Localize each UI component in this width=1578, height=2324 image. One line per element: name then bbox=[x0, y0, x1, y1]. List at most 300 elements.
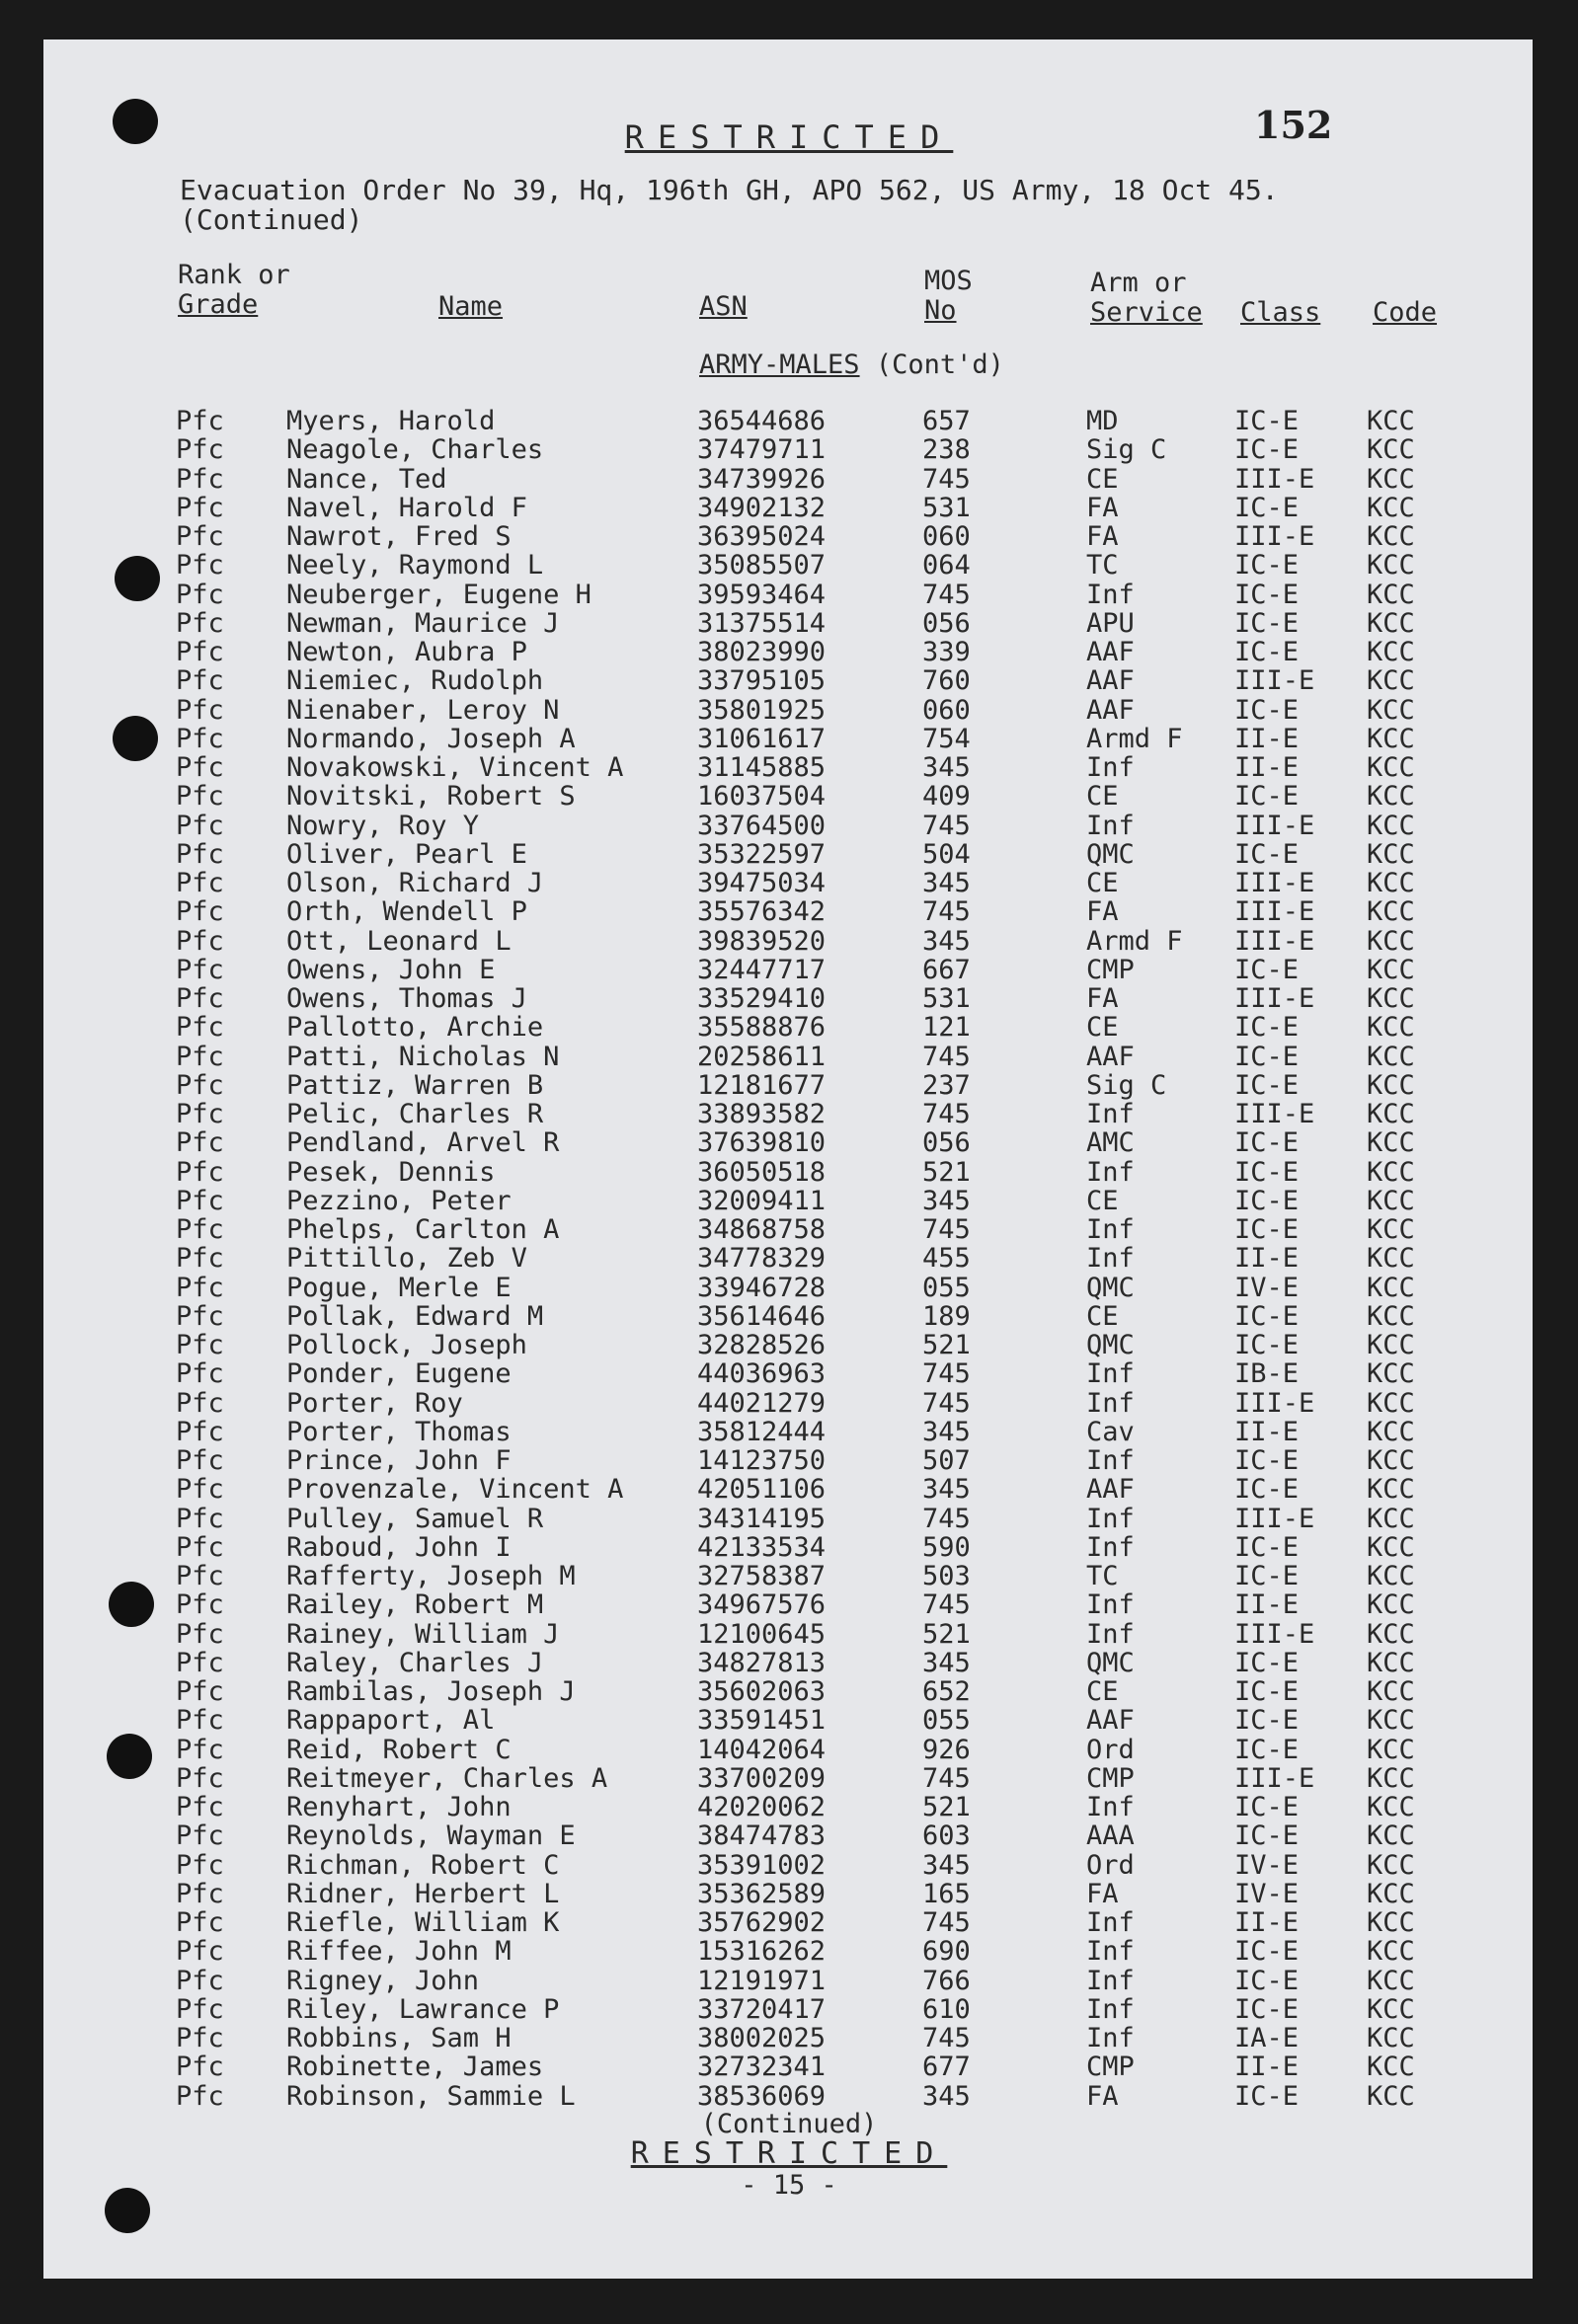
table-row bbox=[0, 551, 1578, 580]
cell-arm: CE bbox=[1086, 781, 1119, 813]
cell-code: KCC bbox=[1367, 1387, 1415, 1419]
cell-rank: Pfc bbox=[176, 1330, 224, 1360]
cell-arm: FA bbox=[1086, 983, 1119, 1014]
cell-rank: Pfc bbox=[176, 2080, 224, 2112]
table-row bbox=[0, 1418, 1578, 1446]
cell-name: Porter, Thomas bbox=[286, 1416, 512, 1447]
cell-class: IC-E bbox=[1234, 1127, 1300, 1159]
cell-arm: FA bbox=[1086, 492, 1119, 523]
cell-arm: AAF bbox=[1086, 637, 1135, 667]
cell-class: IC-E bbox=[1234, 637, 1300, 667]
table-row bbox=[0, 2082, 1578, 2111]
cell-name: Prince, John F bbox=[286, 1445, 512, 1476]
cell-code: KCC bbox=[1367, 1618, 1415, 1650]
table-row bbox=[0, 1100, 1578, 1128]
cell-name: Pulley, Samuel R bbox=[286, 1503, 544, 1534]
cell-arm: Cav bbox=[1086, 1416, 1135, 1447]
table-row bbox=[0, 1244, 1578, 1273]
cell-code: KCC bbox=[1367, 1965, 1415, 1996]
cell-mos: 056 bbox=[922, 1127, 971, 1159]
cell-asn: 38002025 bbox=[697, 2023, 827, 2053]
cell-rank: Pfc bbox=[176, 723, 224, 754]
cell-rank: Pfc bbox=[176, 694, 224, 726]
cell-rank: Pfc bbox=[176, 1156, 224, 1188]
cell-arm: AAF bbox=[1086, 665, 1135, 697]
cell-mos: 345 bbox=[922, 752, 971, 783]
table-row bbox=[0, 1880, 1578, 1908]
table-row bbox=[0, 1215, 1578, 1244]
cell-rank: Pfc bbox=[176, 1474, 224, 1506]
cell-code: KCC bbox=[1367, 1907, 1415, 1938]
cell-class: IC-E bbox=[1234, 1041, 1300, 1072]
table-row bbox=[0, 1620, 1578, 1649]
cell-arm: Sig C bbox=[1086, 434, 1167, 466]
cell-code: KCC bbox=[1367, 579, 1415, 610]
cell-rank: Pfc bbox=[176, 406, 224, 436]
cell-asn: 35322597 bbox=[697, 838, 827, 870]
cell-class: III-E bbox=[1234, 665, 1315, 697]
cell-arm: QMC bbox=[1086, 1647, 1135, 1678]
cell-class: II-E bbox=[1234, 1416, 1300, 1447]
cell-arm: Inf bbox=[1086, 1099, 1135, 1129]
cell-class: IV-E bbox=[1234, 1878, 1300, 1909]
cell-name: Novitski, Robert S bbox=[286, 781, 576, 813]
cell-arm: Inf bbox=[1086, 810, 1135, 841]
cell-name: Patti, Nicholas N bbox=[286, 1041, 560, 1072]
cell-rank: Pfc bbox=[176, 1185, 224, 1216]
cell-arm: AMC bbox=[1086, 1127, 1135, 1159]
cell-asn: 34868758 bbox=[697, 1214, 827, 1245]
cell-mos: 521 bbox=[922, 1156, 971, 1188]
cell-asn: 42133534 bbox=[697, 1531, 827, 1563]
table-row bbox=[0, 840, 1578, 869]
cell-arm: CE bbox=[1086, 1676, 1119, 1707]
cell-mos: 345 bbox=[922, 1647, 971, 1678]
cell-code: KCC bbox=[1367, 781, 1415, 813]
cell-asn: 16037504 bbox=[697, 781, 827, 813]
cell-code: KCC bbox=[1367, 1214, 1415, 1245]
cell-class: III-E bbox=[1234, 1503, 1315, 1534]
cell-name: Owens, John E bbox=[286, 954, 496, 985]
cell-code: KCC bbox=[1367, 1358, 1415, 1390]
table-row bbox=[0, 1013, 1578, 1042]
table-row bbox=[0, 435, 1578, 464]
table-row bbox=[0, 1389, 1578, 1418]
table-row bbox=[0, 1158, 1578, 1187]
table-row bbox=[0, 2024, 1578, 2053]
cell-mos: 345 bbox=[922, 1416, 971, 1447]
cell-code: KCC bbox=[1367, 1734, 1415, 1765]
cell-name: Raley, Charles J bbox=[286, 1647, 544, 1678]
cell-rank: Pfc bbox=[176, 781, 224, 813]
cell-code: KCC bbox=[1367, 1416, 1415, 1447]
cell-asn: 34827813 bbox=[697, 1647, 827, 1678]
cell-mos: 745 bbox=[922, 579, 971, 610]
column-header-arm bbox=[1090, 269, 1203, 328]
cell-class: IC-E bbox=[1234, 1705, 1300, 1737]
cell-asn: 39839520 bbox=[697, 925, 827, 957]
cell-code: KCC bbox=[1367, 954, 1415, 985]
cell-asn: 42020062 bbox=[697, 1792, 827, 1822]
cell-asn: 32732341 bbox=[697, 2052, 827, 2083]
cell-arm: Inf bbox=[1086, 1531, 1135, 1563]
cell-rank: Pfc bbox=[176, 1936, 224, 1968]
cell-class: III-E bbox=[1234, 896, 1315, 928]
cell-name: Olson, Richard J bbox=[286, 868, 544, 898]
cell-rank: Pfc bbox=[176, 1993, 224, 2025]
column-header-asn: ASN bbox=[699, 291, 748, 322]
cell-arm: CMP bbox=[1086, 2052, 1135, 2083]
cell-class: IC-E bbox=[1234, 2080, 1300, 2112]
cell-name: Rambilas, Joseph J bbox=[286, 1676, 576, 1707]
cell-name: Riley, Lawrance P bbox=[286, 1993, 560, 2025]
cell-asn: 38474783 bbox=[697, 1820, 827, 1852]
cell-rank: Pfc bbox=[176, 810, 224, 841]
cell-asn: 42051106 bbox=[697, 1474, 827, 1506]
cell-arm: Inf bbox=[1086, 1358, 1135, 1390]
table-row bbox=[0, 1562, 1578, 1590]
cell-name: Rafferty, Joseph M bbox=[286, 1561, 576, 1591]
cell-class: II-E bbox=[1234, 1243, 1300, 1275]
cell-name: Owens, Thomas J bbox=[286, 983, 527, 1014]
cell-arm: Inf bbox=[1086, 1445, 1135, 1476]
cell-asn: 15316262 bbox=[697, 1936, 827, 1968]
cell-code: KCC bbox=[1367, 1936, 1415, 1968]
column-header-class: Class bbox=[1240, 297, 1321, 328]
cell-rank: Pfc bbox=[176, 550, 224, 581]
cell-mos: 745 bbox=[922, 810, 971, 841]
cell-asn: 31145885 bbox=[697, 752, 827, 783]
cell-asn: 33893582 bbox=[697, 1099, 827, 1129]
table-row bbox=[0, 1128, 1578, 1157]
cell-name: Orth, Wendell P bbox=[286, 896, 527, 928]
cell-mos: 238 bbox=[922, 434, 971, 466]
cell-arm: AAF bbox=[1086, 1041, 1135, 1072]
cell-mos: 667 bbox=[922, 954, 971, 985]
cell-arm: Inf bbox=[1086, 2023, 1135, 2053]
cell-class: III-E bbox=[1234, 1762, 1315, 1794]
cell-arm: TC bbox=[1086, 550, 1119, 581]
cell-name: Ponder, Eugene bbox=[286, 1358, 512, 1390]
cell-code: KCC bbox=[1367, 925, 1415, 957]
cell-code: KCC bbox=[1367, 1849, 1415, 1881]
cell-mos: 745 bbox=[922, 1041, 971, 1072]
cell-class: IC-E bbox=[1234, 1965, 1300, 1996]
table-row bbox=[0, 1043, 1578, 1071]
table-row bbox=[0, 1505, 1578, 1533]
cell-code: KCC bbox=[1367, 2023, 1415, 2053]
cell-code: KCC bbox=[1367, 723, 1415, 754]
cell-name: Phelps, Carlton A bbox=[286, 1214, 560, 1245]
cell-code: KCC bbox=[1367, 1272, 1415, 1303]
cell-rank: Pfc bbox=[176, 838, 224, 870]
cell-rank: Pfc bbox=[176, 1618, 224, 1650]
table-row bbox=[0, 812, 1578, 840]
cell-code: KCC bbox=[1367, 1069, 1415, 1101]
roster-table bbox=[0, 407, 1578, 2111]
cell-arm: Inf bbox=[1086, 752, 1135, 783]
cell-arm: CE bbox=[1086, 463, 1119, 495]
column-header-rank bbox=[178, 261, 290, 320]
cell-asn: 35602063 bbox=[697, 1676, 827, 1707]
cell-rank: Pfc bbox=[176, 1561, 224, 1591]
column-header-rank-line2: Grade bbox=[178, 289, 259, 320]
table-row bbox=[0, 666, 1578, 695]
cell-asn: 37639810 bbox=[697, 1127, 827, 1159]
cell-class: III-E bbox=[1234, 925, 1315, 957]
table-row bbox=[0, 897, 1578, 926]
cell-class: IC-E bbox=[1234, 838, 1300, 870]
cell-asn: 35576342 bbox=[697, 896, 827, 928]
cell-code: KCC bbox=[1367, 1993, 1415, 2025]
table-row bbox=[0, 2053, 1578, 2081]
cell-name: Reid, Robert C bbox=[286, 1734, 512, 1765]
cell-name: Myers, Harold bbox=[286, 406, 496, 436]
cell-asn: 38536069 bbox=[697, 2080, 827, 2112]
cell-code: KCC bbox=[1367, 1561, 1415, 1591]
table-row bbox=[0, 984, 1578, 1013]
table-row bbox=[0, 1590, 1578, 1619]
table-row bbox=[0, 407, 1578, 435]
cell-name: Nowry, Roy Y bbox=[286, 810, 480, 841]
cell-mos: 455 bbox=[922, 1243, 971, 1275]
cell-code: KCC bbox=[1367, 983, 1415, 1014]
cell-code: KCC bbox=[1367, 1762, 1415, 1794]
cell-name: Neagole, Charles bbox=[286, 434, 544, 466]
cell-code: KCC bbox=[1367, 463, 1415, 495]
section-label-suffix: (Cont'd) bbox=[875, 349, 1004, 380]
cell-class: III-E bbox=[1234, 521, 1315, 552]
cell-code: KCC bbox=[1367, 1503, 1415, 1534]
cell-rank: Pfc bbox=[176, 1358, 224, 1390]
table-row bbox=[0, 1967, 1578, 1995]
table-row bbox=[0, 956, 1578, 984]
cell-asn: 37479711 bbox=[697, 434, 827, 466]
cell-mos: 745 bbox=[922, 1503, 971, 1534]
cell-rank: Pfc bbox=[176, 1589, 224, 1621]
cell-asn: 39593464 bbox=[697, 579, 827, 610]
cell-arm: QMC bbox=[1086, 838, 1135, 870]
cell-code: KCC bbox=[1367, 1792, 1415, 1822]
order-continued: (Continued) bbox=[180, 203, 363, 236]
cell-rank: Pfc bbox=[176, 463, 224, 495]
cell-mos: 677 bbox=[922, 2052, 971, 2083]
cell-class: IC-E bbox=[1234, 1474, 1300, 1506]
table-row bbox=[0, 869, 1578, 897]
cell-name: Riefle, William K bbox=[286, 1907, 560, 1938]
cell-mos: 690 bbox=[922, 1936, 971, 1968]
cell-name: Pendland, Arvel R bbox=[286, 1127, 560, 1159]
cell-arm: CE bbox=[1086, 1185, 1119, 1216]
cell-mos: 503 bbox=[922, 1561, 971, 1591]
cell-name: Pittillo, Zeb V bbox=[286, 1243, 527, 1275]
table-row bbox=[0, 581, 1578, 609]
cell-code: KCC bbox=[1367, 1243, 1415, 1275]
cell-asn: 32758387 bbox=[697, 1561, 827, 1591]
column-header-name: Name bbox=[438, 291, 504, 322]
cell-name: Pollock, Joseph bbox=[286, 1330, 527, 1360]
cell-arm: QMC bbox=[1086, 1330, 1135, 1360]
cell-code: KCC bbox=[1367, 1474, 1415, 1506]
cell-arm: Inf bbox=[1086, 1792, 1135, 1822]
cell-code: KCC bbox=[1367, 607, 1415, 639]
table-row bbox=[0, 1446, 1578, 1475]
cell-code: KCC bbox=[1367, 1041, 1415, 1072]
table-row bbox=[0, 465, 1578, 494]
cell-class: III-E bbox=[1234, 1099, 1315, 1129]
cell-mos: 055 bbox=[922, 1272, 971, 1303]
cell-mos: 745 bbox=[922, 1907, 971, 1938]
cell-arm: MD bbox=[1086, 406, 1119, 436]
cell-arm: Inf bbox=[1086, 1618, 1135, 1650]
cell-name: Renyhart, John bbox=[286, 1792, 512, 1822]
cell-asn: 34902132 bbox=[697, 492, 827, 523]
table-row bbox=[0, 1302, 1578, 1331]
cell-rank: Pfc bbox=[176, 2052, 224, 2083]
cell-mos: 610 bbox=[922, 1993, 971, 2025]
cell-name: Nienaber, Leroy N bbox=[286, 694, 560, 726]
cell-arm: AAF bbox=[1086, 1705, 1135, 1737]
cell-name: Rigney, John bbox=[286, 1965, 480, 1996]
page-footer-number: - 15 - bbox=[741, 2170, 837, 2201]
cell-arm: AAF bbox=[1086, 694, 1135, 726]
cell-asn: 34314195 bbox=[697, 1503, 827, 1534]
cell-mos: 064 bbox=[922, 550, 971, 581]
cell-rank: Pfc bbox=[176, 665, 224, 697]
cell-rank: Pfc bbox=[176, 1127, 224, 1159]
cell-arm: CE bbox=[1086, 1012, 1119, 1044]
cell-asn: 33946728 bbox=[697, 1272, 827, 1303]
cell-rank: Pfc bbox=[176, 1878, 224, 1909]
cell-asn: 38023990 bbox=[697, 637, 827, 667]
cell-name: Robbins, Sam H bbox=[286, 2023, 512, 2053]
cell-asn: 12181677 bbox=[697, 1069, 827, 1101]
cell-arm: Inf bbox=[1086, 1243, 1135, 1275]
cell-rank: Pfc bbox=[176, 1792, 224, 1822]
cell-asn: 14123750 bbox=[697, 1445, 827, 1476]
cell-name: Rainey, William J bbox=[286, 1618, 560, 1650]
cell-name: Richman, Robert C bbox=[286, 1849, 560, 1881]
cell-class: IV-E bbox=[1234, 1849, 1300, 1881]
cell-asn: 33795105 bbox=[697, 665, 827, 697]
cell-name: Niemiec, Rudolph bbox=[286, 665, 544, 697]
cell-asn: 32447717 bbox=[697, 954, 827, 985]
cell-mos: 056 bbox=[922, 607, 971, 639]
section-label bbox=[699, 349, 1004, 380]
cell-code: KCC bbox=[1367, 1012, 1415, 1044]
cell-asn: 33591451 bbox=[697, 1705, 827, 1737]
cell-class: IV-E bbox=[1234, 1272, 1300, 1303]
table-row bbox=[0, 1677, 1578, 1706]
table-row bbox=[0, 1851, 1578, 1880]
cell-class: IC-E bbox=[1234, 1734, 1300, 1765]
cell-class: IC-E bbox=[1234, 1012, 1300, 1044]
cell-rank: Pfc bbox=[176, 1214, 224, 1245]
cell-name: Pesek, Dennis bbox=[286, 1156, 496, 1188]
cell-name: Rappaport, Al bbox=[286, 1705, 496, 1737]
cell-asn: 35391002 bbox=[697, 1849, 827, 1881]
cell-class: IA-E bbox=[1234, 2023, 1300, 2053]
cell-name: Nance, Ted bbox=[286, 463, 447, 495]
cell-class: IC-E bbox=[1234, 1936, 1300, 1968]
cell-rank: Pfc bbox=[176, 1705, 224, 1737]
cell-code: KCC bbox=[1367, 1647, 1415, 1678]
cell-arm: Inf bbox=[1086, 1993, 1135, 2025]
cell-mos: 345 bbox=[922, 868, 971, 898]
cell-asn: 31375514 bbox=[697, 607, 827, 639]
cell-rank: Pfc bbox=[176, 1099, 224, 1129]
table-row bbox=[0, 1821, 1578, 1850]
cell-mos: 345 bbox=[922, 1849, 971, 1881]
cell-name: Oliver, Pearl E bbox=[286, 838, 527, 870]
cell-arm: FA bbox=[1086, 2080, 1119, 2112]
cell-class: IC-E bbox=[1234, 954, 1300, 985]
cell-mos: 339 bbox=[922, 637, 971, 667]
cell-class: II-E bbox=[1234, 1589, 1300, 1621]
cell-arm: Armd F bbox=[1086, 723, 1183, 754]
cell-code: KCC bbox=[1367, 2080, 1415, 2112]
page-number: 152 bbox=[1254, 103, 1333, 147]
cell-mos: 652 bbox=[922, 1676, 971, 1707]
cell-arm: Inf bbox=[1086, 1589, 1135, 1621]
cell-rank: Pfc bbox=[176, 2023, 224, 2053]
table-row bbox=[0, 782, 1578, 811]
cell-mos: 060 bbox=[922, 521, 971, 552]
column-header-rank-line1: Rank or bbox=[178, 260, 290, 290]
table-row bbox=[0, 696, 1578, 725]
column-header-mos-line1: MOS bbox=[924, 266, 973, 296]
cell-arm: AAA bbox=[1086, 1820, 1135, 1852]
cell-rank: Pfc bbox=[176, 1907, 224, 1938]
cell-class: IC-E bbox=[1234, 1561, 1300, 1591]
cell-arm: Inf bbox=[1086, 579, 1135, 610]
cell-asn: 33720417 bbox=[697, 1993, 827, 2025]
cell-class: IC-E bbox=[1234, 1531, 1300, 1563]
cell-rank: Pfc bbox=[176, 1965, 224, 1996]
cell-rank: Pfc bbox=[176, 1069, 224, 1101]
cell-arm: FA bbox=[1086, 896, 1119, 928]
cell-asn: 32828526 bbox=[697, 1330, 827, 1360]
cell-class: IC-E bbox=[1234, 579, 1300, 610]
cell-name: Porter, Roy bbox=[286, 1387, 463, 1419]
cell-asn: 31061617 bbox=[697, 723, 827, 754]
cell-code: KCC bbox=[1367, 752, 1415, 783]
cell-class: IC-E bbox=[1234, 607, 1300, 639]
cell-class: III-E bbox=[1234, 463, 1315, 495]
table-row bbox=[0, 927, 1578, 956]
table-row bbox=[0, 1533, 1578, 1562]
cell-name: Novakowski, Vincent A bbox=[286, 752, 624, 783]
cell-rank: Pfc bbox=[176, 1387, 224, 1419]
cell-name: Nawrot, Fred S bbox=[286, 521, 512, 552]
cell-code: KCC bbox=[1367, 406, 1415, 436]
restricted-title: RESTRICTED bbox=[624, 118, 954, 156]
cell-rank: Pfc bbox=[176, 1647, 224, 1678]
cell-mos: 521 bbox=[922, 1792, 971, 1822]
cell-rank: Pfc bbox=[176, 1012, 224, 1044]
cell-code: KCC bbox=[1367, 665, 1415, 697]
cell-mos: 345 bbox=[922, 2080, 971, 2112]
cell-rank: Pfc bbox=[176, 1762, 224, 1794]
cell-code: KCC bbox=[1367, 521, 1415, 552]
cell-arm: Sig C bbox=[1086, 1069, 1167, 1101]
cell-rank: Pfc bbox=[176, 925, 224, 957]
cell-rank: Pfc bbox=[176, 1243, 224, 1275]
cell-mos: 507 bbox=[922, 1445, 971, 1476]
cell-rank: Pfc bbox=[176, 1820, 224, 1852]
cell-mos: 745 bbox=[922, 1589, 971, 1621]
cell-class: IC-E bbox=[1234, 781, 1300, 813]
